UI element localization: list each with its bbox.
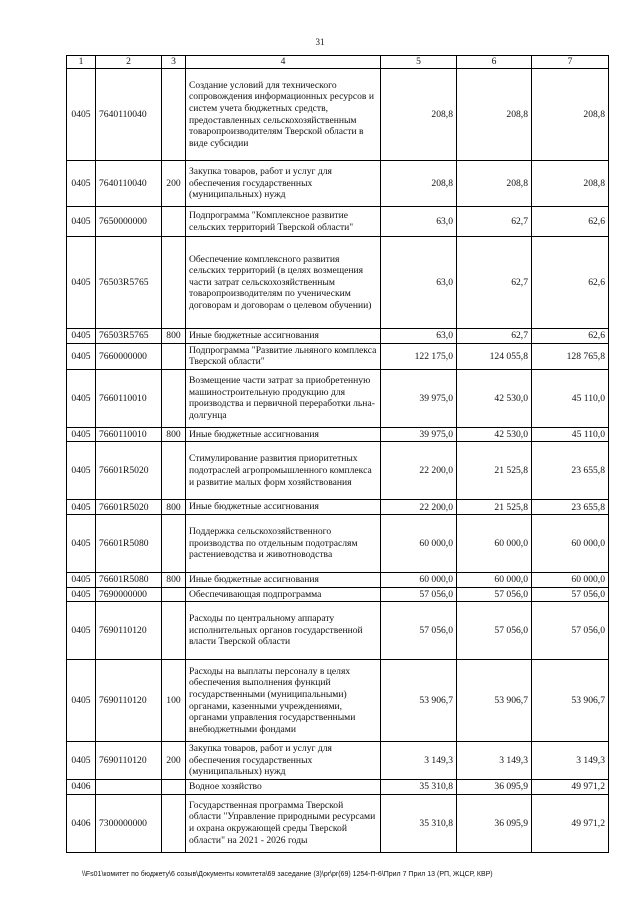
section-code-cell: 0405	[67, 329, 96, 344]
expense-type-cell: 800	[162, 329, 186, 344]
description-cell: Расходы по центральному аппарату исполнительных органов государственной власти Тверской области	[186, 602, 381, 660]
amount-cell: 62,6	[532, 207, 609, 237]
amount-cell: 21 525,8	[457, 442, 532, 500]
amount-cell: 49 971,2	[532, 779, 609, 794]
section-code-cell: 0405	[67, 442, 96, 500]
table-row	[67, 587, 609, 602]
expense-type-cell: 200	[162, 742, 186, 780]
expense-type-cell	[162, 587, 186, 602]
amount-cell: 57 056,0	[457, 587, 532, 602]
section-code-cell: 0405	[67, 572, 96, 587]
table-row	[67, 514, 609, 572]
table-row	[67, 207, 609, 237]
description-cell: Создание условий для технического сопровождения информационных ресурсов и систем учета бюджетных средств, предоставленных сельскохозяйственным товаропроизводителям Тверской области в виде субсидии	[186, 69, 381, 161]
target-article-cell: 7690110120	[96, 742, 162, 780]
table-row	[67, 161, 609, 207]
amount-cell: 57 056,0	[381, 602, 457, 660]
header-cell: 5	[381, 56, 457, 69]
target-article-cell: 76601R5080	[96, 514, 162, 572]
description-cell: Иные бюджетные ассигнования	[186, 427, 381, 442]
amount-cell: 53 906,7	[532, 660, 609, 742]
target-article-cell: 76503R5765	[96, 329, 162, 344]
amount-cell: 57 056,0	[532, 587, 609, 602]
footer-file-path: \\Fs01\комитет по бюджету\6 созыв\Документы комитета\69 заседание (3)\pr\pr(69) 1254-П-6\Прил 7 Прил 13 (РП, ЖЦСР, КВР)	[82, 871, 493, 878]
header-row	[67, 56, 609, 69]
amount-cell: 60 000,0	[532, 514, 609, 572]
target-article-cell: 7660110010	[96, 369, 162, 427]
amount-cell: 53 906,7	[457, 660, 532, 742]
amount-cell: 3 149,3	[532, 742, 609, 780]
table-row	[67, 427, 609, 442]
amount-cell: 60 000,0	[457, 514, 532, 572]
expense-type-cell	[162, 514, 186, 572]
target-article-cell: 76601R5020	[96, 500, 162, 515]
description-cell: Водное хозяйство	[186, 779, 381, 794]
amount-cell: 49 971,2	[532, 794, 609, 852]
amount-cell: 39 975,0	[381, 427, 457, 442]
expense-type-cell	[162, 207, 186, 237]
expense-type-cell	[162, 794, 186, 852]
target-article-cell: 7300000000	[96, 794, 162, 852]
section-code-cell: 0406	[67, 779, 96, 794]
target-article-cell: 76503R5765	[96, 237, 162, 329]
section-code-cell: 0405	[67, 427, 96, 442]
section-code-cell: 0405	[67, 343, 96, 369]
table-row	[67, 779, 609, 794]
expense-type-cell	[162, 69, 186, 161]
amount-cell: 57 056,0	[381, 587, 457, 602]
table-row	[67, 794, 609, 852]
section-code-cell: 0406	[67, 794, 96, 852]
table-row	[67, 742, 609, 780]
table-row	[67, 500, 609, 515]
section-code-cell: 0405	[67, 161, 96, 207]
amount-cell: 23 655,8	[532, 442, 609, 500]
table-row	[67, 69, 609, 161]
amount-cell: 208,8	[457, 161, 532, 207]
description-cell: Иные бюджетные ассигнования	[186, 329, 381, 344]
target-article-cell: 76601R5020	[96, 442, 162, 500]
expense-type-cell	[162, 237, 186, 329]
amount-cell: 63,0	[381, 237, 457, 329]
description-cell: Иные бюджетные ассигнования	[186, 572, 381, 587]
expense-type-cell	[162, 602, 186, 660]
section-code-cell: 0405	[67, 500, 96, 515]
header-cell: 2	[96, 56, 162, 69]
amount-cell: 63,0	[381, 207, 457, 237]
expense-type-cell	[162, 779, 186, 794]
header-cell: 6	[457, 56, 532, 69]
expense-type-cell: 800	[162, 427, 186, 442]
expense-type-cell: 800	[162, 500, 186, 515]
amount-cell: 208,8	[457, 69, 532, 161]
section-code-cell: 0405	[67, 602, 96, 660]
section-code-cell: 0405	[67, 514, 96, 572]
header-cell: 4	[186, 56, 381, 69]
target-article-cell: 76601R5080	[96, 572, 162, 587]
amount-cell: 60 000,0	[381, 572, 457, 587]
table-row	[67, 369, 609, 427]
amount-cell: 22 200,0	[381, 500, 457, 515]
table-row	[67, 343, 609, 369]
section-code-cell: 0405	[67, 742, 96, 780]
section-code-cell: 0405	[67, 587, 96, 602]
amount-cell: 57 056,0	[532, 602, 609, 660]
amount-cell: 62,7	[457, 329, 532, 344]
table-row	[67, 660, 609, 742]
section-code-cell: 0405	[67, 660, 96, 742]
amount-cell: 42 530,0	[457, 427, 532, 442]
amount-cell: 208,8	[381, 69, 457, 161]
expense-type-cell: 200	[162, 161, 186, 207]
description-cell: Иные бюджетные ассигнования	[186, 500, 381, 515]
section-code-cell: 0405	[67, 237, 96, 329]
amount-cell: 124 055,8	[457, 343, 532, 369]
expense-type-cell	[162, 442, 186, 500]
description-cell: Обеспечение комплексного развития сельских территорий (в целях возмещения части затрат сельскохозяйственным товаропроизводителям по ученическим договорам и договорам о целевом обучении)	[186, 237, 381, 329]
amount-cell: 62,6	[532, 237, 609, 329]
description-cell: Закупка товаров, работ и услуг для обеспечения государственных (муниципальных) нужд	[186, 161, 381, 207]
amount-cell: 60 000,0	[532, 572, 609, 587]
description-cell: Поддержка сельскохозяйственного производства по отдельным подотраслям растениеводства и животноводства	[186, 514, 381, 572]
header-cell: 3	[162, 56, 186, 69]
amount-cell: 60 000,0	[381, 514, 457, 572]
description-cell: Подпрограмма "Развитие льняного комплекса Тверской области"	[186, 343, 381, 369]
table-row	[67, 602, 609, 660]
table-row	[67, 442, 609, 500]
description-cell: Закупка товаров, работ и услуг для обеспечения государственных (муниципальных) нужд	[186, 742, 381, 780]
target-article-cell: 7650000000	[96, 207, 162, 237]
expense-type-cell: 100	[162, 660, 186, 742]
amount-cell: 60 000,0	[457, 572, 532, 587]
target-article-cell: 7690000000	[96, 587, 162, 602]
amount-cell: 39 975,0	[381, 369, 457, 427]
table-row	[67, 237, 609, 329]
description-cell: Стимулирование развития приоритетных подотраслей агропромышленного комплекса и развитие малых форм хозяйствования	[186, 442, 381, 500]
amount-cell: 62,7	[457, 207, 532, 237]
amount-cell: 62,6	[532, 329, 609, 344]
amount-cell: 208,8	[532, 161, 609, 207]
description-cell: Расходы на выплаты персоналу в целях обеспечения выполнения функций государственными (муниципальными) органами, казенными учреждениями, органами управления государственными внебюджетными фондами	[186, 660, 381, 742]
target-article-cell: 7640110040	[96, 161, 162, 207]
budget-table	[66, 55, 609, 853]
amount-cell: 21 525,8	[457, 500, 532, 515]
amount-cell: 3 149,3	[381, 742, 457, 780]
amount-cell: 53 906,7	[381, 660, 457, 742]
amount-cell: 3 149,3	[457, 742, 532, 780]
description-cell: Обеспечивающая подпрограмма	[186, 587, 381, 602]
description-cell: Возмещение части затрат за приобретенную машиностроительную продукцию для производства и первичной переработки льна-долгунца	[186, 369, 381, 427]
amount-cell: 42 530,0	[457, 369, 532, 427]
amount-cell: 208,8	[532, 69, 609, 161]
section-code-cell: 0405	[67, 369, 96, 427]
target-article-cell: 7660000000	[96, 343, 162, 369]
amount-cell: 57 056,0	[457, 602, 532, 660]
amount-cell: 208,8	[381, 161, 457, 207]
amount-cell: 36 095,9	[457, 779, 532, 794]
amount-cell: 45 110,0	[532, 427, 609, 442]
description-cell: Государственная программа Тверской области "Управление природными ресурсами и охрана окружающей среды Тверской области" на 2021 - 2026 годы	[186, 794, 381, 852]
amount-cell: 128 765,8	[532, 343, 609, 369]
header-cell: 7	[532, 56, 609, 69]
amount-cell: 23 655,8	[532, 500, 609, 515]
target-article-cell	[96, 779, 162, 794]
description-cell: Подпрограмма "Комплексное развитие сельских территорий Тверской области"	[186, 207, 381, 237]
target-article-cell: 7640110040	[96, 69, 162, 161]
expense-type-cell	[162, 369, 186, 427]
header-cell: 1	[67, 56, 96, 69]
target-article-cell: 7660110010	[96, 427, 162, 442]
amount-cell: 35 310,8	[381, 779, 457, 794]
page-number: 31	[315, 37, 325, 47]
section-code-cell: 0405	[67, 207, 96, 237]
table-row	[67, 329, 609, 344]
table-row	[67, 572, 609, 587]
expense-type-cell: 800	[162, 572, 186, 587]
expense-type-cell	[162, 343, 186, 369]
amount-cell: 45 110,0	[532, 369, 609, 427]
target-article-cell: 7690110120	[96, 602, 162, 660]
amount-cell: 122 175,0	[381, 343, 457, 369]
amount-cell: 62,7	[457, 237, 532, 329]
amount-cell: 35 310,8	[381, 794, 457, 852]
amount-cell: 36 095,9	[457, 794, 532, 852]
section-code-cell: 0405	[67, 69, 96, 161]
amount-cell: 22 200,0	[381, 442, 457, 500]
target-article-cell: 7690110120	[96, 660, 162, 742]
amount-cell: 63,0	[381, 329, 457, 344]
